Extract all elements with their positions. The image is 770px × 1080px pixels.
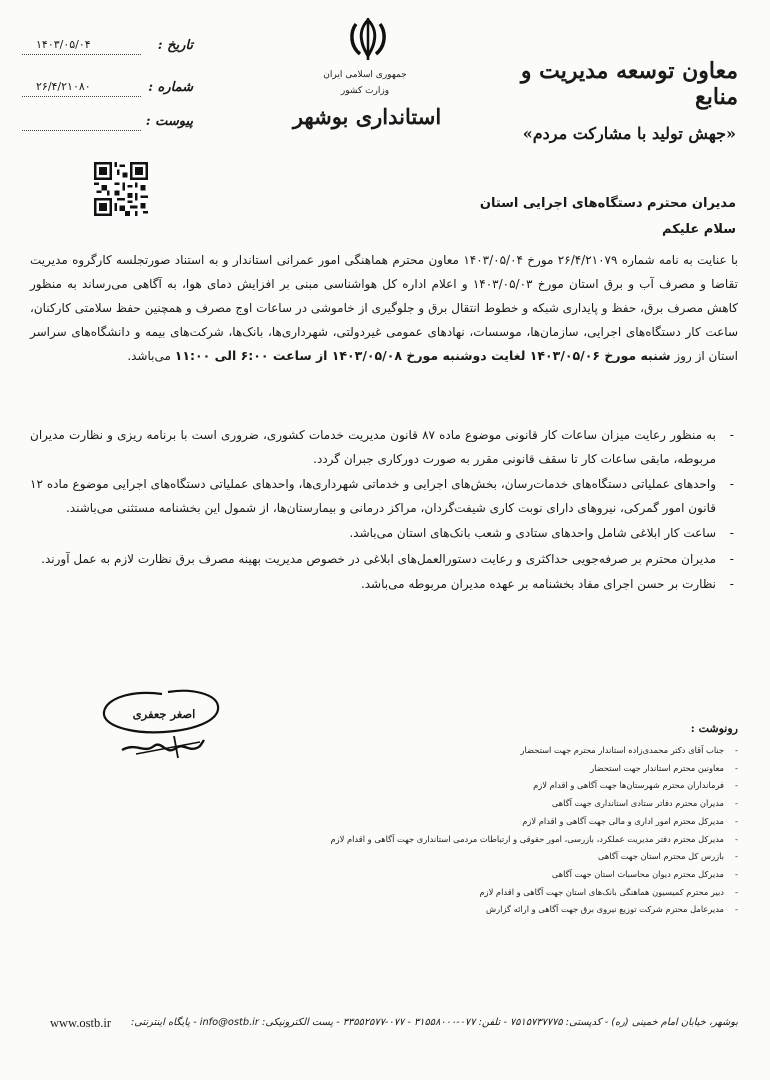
list-item: - مدیران محترم بر صرفه‌جویی حداکثری و رعایت دستورالعمل‌های ابلاغی در خصوص مدیریت بهینه مصرف برق نظارت لازم به عمل آورند. [30, 548, 738, 572]
footer [50, 1016, 738, 1036]
bullet-list [30, 424, 738, 599]
number-field [22, 80, 197, 100]
list-item: - مدیرکل محترم دیوان محاسبات استان جهت آگاهی [178, 866, 738, 884]
main-paragraph [30, 248, 738, 368]
number-value: ۲۶/۴/۲۱۰۸۰ [36, 80, 91, 93]
greeting-line: سلام علیکم [662, 222, 736, 237]
list-item: - مدیران محترم دفاتر ستادی استانداری جهت آگاهی [178, 795, 738, 813]
list-item: - به منظور رعایت میزان ساعات کار قانونی موضوع ماده ۸۷ قانون مدیریت خدمات کشوری، ضروری است با برنامه ریزی و نظارت مدیران مربوطه، مابقی ساعات کار تا سقف قانونی مقرر به صورت دورکاری جبران گردد. [30, 424, 738, 471]
date-field [22, 38, 197, 58]
copies-title: رونوشت : [690, 722, 738, 735]
gov-line-country: جمهوری اسلامی ایران [323, 70, 407, 80]
list-item: - فرمانداران محترم شهرستان‌ها جهت آگاهی و اقدام لازم [178, 777, 738, 795]
date-value: ۱۴۰۳/۰۵/۰۴ [36, 38, 91, 51]
website-link[interactable]: www.ostb.ir [50, 1016, 111, 1030]
footer-address: بوشهر، خیابان امام خمینی (ره) - کدپستی: ۷۵۱۵۷۳۷۷۷۵ - تلفن: ۰۷۷-۳۱۵۵۸۰۰۰ - ۰۷۷-۳۳۵۵۲۵۷۷ - پست الکترونیکی: info@ostb.ir - پایگاه اینترنتی: [130, 1017, 738, 1028]
list-item: - نظارت بر حسن اجرای مفاد بخشنامه بر عهده مدیران مربوطه می‌باشد. [30, 573, 738, 597]
list-item: - ساعت کار ابلاغی شامل واحدهای ستادی و شعب بانک‌های استان می‌باشد. [30, 522, 738, 546]
paragraph-start: با عنایت به نامه شماره ۲۶/۴/۲۱۰۷۹ مورخ ۱۴۰۳/۰۵/۰۴ معاون محترم هماهنگی امور عمرانی استاندار و به استناد صورتجلسه کارگروه مدیریت تقاضا و مصرف آب و برق استان مورخ ۱۴۰۳/۰۵/۰۳ و اعلام اداره کل هواشناسی مبنی بر افزایش دمای هوا، به آگاهی می‌رساند به منظور کاهش مصرف برق، حفظ و پایداری شبکه و خطوط انتقال برق و جلوگیری از خاموشی در ساعات اوج مصرف و همچنین حفظ سلامتی کارکنان، ساعت کار دستگاه‌های اجرایی، سازمان‌ها، موسسات، نهادهای عمومی غیردولتی، شهرداری‌ها، بانک‌ها، شرکت‌های بیمه و دانشگاه‌های سراسر استان از روز [30, 253, 739, 363]
recipient-line: مدیران محترم دستگاه‌های اجرایی استان [479, 196, 736, 211]
number-label: شماره : [148, 80, 193, 95]
paragraph-date-range: شنبه مورخ ۱۴۰۳/۰۵/۰۶ لغایت دوشنبه مورخ ۱۴۰۳/۰۵/۰۸ از ساعت ۶:۰۰ الی ۱۱:۰۰ [174, 348, 671, 363]
attachment-label: پیوست : [145, 114, 193, 129]
attachment-dots [22, 130, 141, 131]
number-dots [22, 96, 141, 97]
attachment-field [22, 114, 197, 134]
signer-name: اصغر جعفری [132, 707, 196, 721]
date-dots [22, 54, 141, 55]
list-item: - دبیر محترم کمیسیون هماهنگی بانک‌های استان جهت آگاهی و اقدام لازم [178, 884, 738, 902]
list-item: - معاونین محترم استاندار جهت استحضار [178, 760, 738, 778]
iran-emblem-icon [346, 16, 390, 62]
list-item: - مدیرکل محترم دفتر مدیریت عملکرد، بازرسی، امور حقوقی و ارتباطات مردمی استانداری جهت آگاهی و اقدام لازم [178, 831, 738, 849]
list-item: - بازرس کل محترم استان جهت آگاهی [178, 848, 738, 866]
list-item: - مدیرکل محترم امور اداری و مالی جهت آگاهی و اقدام لازم [178, 813, 738, 831]
list-item: - مدیرعامل محترم شرکت توزیع نیروی برق جهت آگاهی و ارائه گزارش [178, 901, 738, 919]
qr-code-icon [94, 162, 148, 216]
date-label: تاریخ : [157, 38, 193, 53]
gov-line-ministry: وزارت کشور [340, 86, 390, 96]
gov-line-province: استانداری بوشهر [292, 104, 442, 129]
slogan: «جهش تولید با مشارکت مردم» [522, 124, 736, 143]
deputy-title: معاون توسعه مدیریت و منابع [520, 58, 738, 110]
copies-list [178, 742, 738, 919]
list-item: - جناب آقای دکتر محمدی‌زاده استاندار محترم جهت استحضار [178, 742, 738, 760]
paragraph-end: می‌باشد. [127, 349, 171, 363]
list-item: - واحدهای عملیاتی دستگاه‌های خدمات‌رسان، بخش‌های اجرایی و خدماتی شهرداری‌ها، واحدهای عملیاتی دستگاه‌های اجرایی موضوع ماده ۱۲ قانون امور گمرکی، نیروهای دارای نوبت کاری شیفت‌گردان، مراکز درمانی و بیمارستان‌ها، از شمول این بخشنامه مستثنی می‌باشند. [30, 473, 738, 520]
